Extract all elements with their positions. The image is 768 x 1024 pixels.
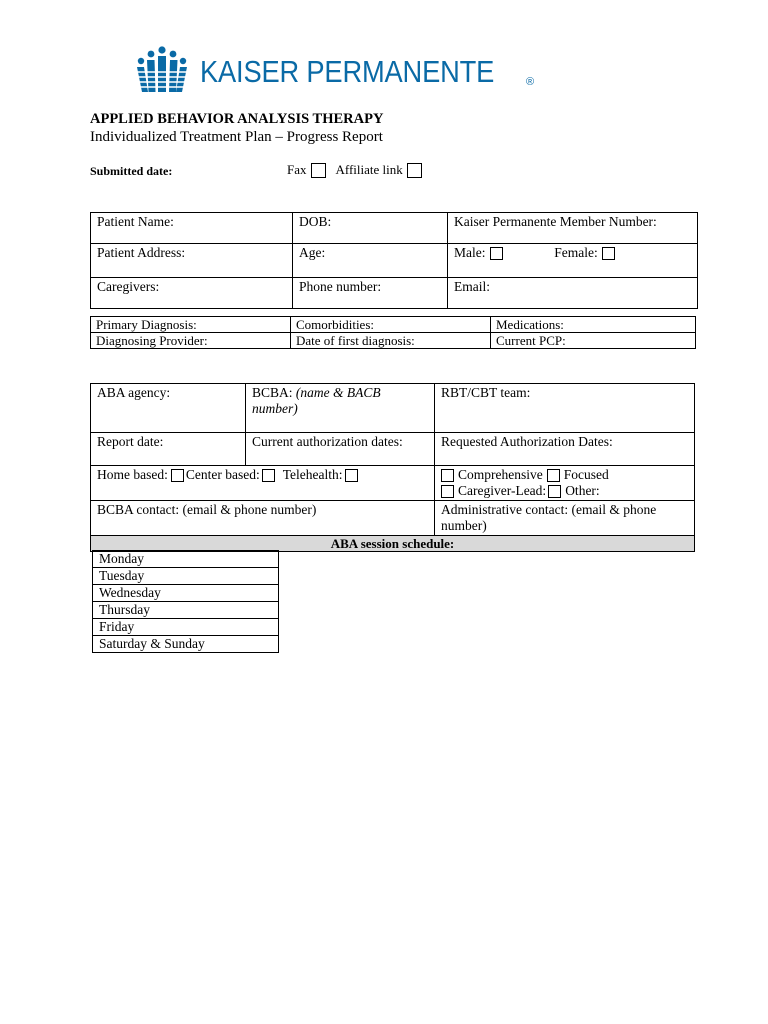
comprehensive-label: Comprehensive xyxy=(458,467,543,482)
schedule-header: ABA session schedule: xyxy=(91,536,695,552)
schedule-day-weekend[interactable]: Saturday & Sunday xyxy=(93,636,279,653)
service-location-field xyxy=(91,466,435,501)
female-checkbox[interactable] xyxy=(602,247,615,260)
bcba-field[interactable] xyxy=(246,384,435,433)
kaiser-permanente-logo xyxy=(134,46,544,96)
dob-field[interactable]: DOB: xyxy=(293,213,448,244)
patient-info-table xyxy=(90,212,698,309)
submission-method xyxy=(287,162,432,178)
current-authorization-field[interactable]: Current authorization dates: xyxy=(246,433,435,466)
home-based-checkbox[interactable] xyxy=(171,469,184,482)
male-checkbox[interactable] xyxy=(490,247,503,260)
report-date-field[interactable]: Report date: xyxy=(91,433,246,466)
requested-authorization-field[interactable]: Requested Authorization Dates: xyxy=(435,433,695,466)
table-row xyxy=(91,213,698,244)
table-row xyxy=(93,619,279,636)
schedule-day-friday[interactable]: Friday xyxy=(93,619,279,636)
schedule-table xyxy=(92,550,279,653)
diagnosis-table xyxy=(90,316,696,349)
schedule-day-thursday[interactable]: Thursday xyxy=(93,602,279,619)
email-field[interactable]: Email: xyxy=(448,278,698,309)
table-row xyxy=(93,602,279,619)
program-type-field xyxy=(435,466,695,501)
male-label: Male: xyxy=(454,245,486,260)
medications-field[interactable]: Medications: xyxy=(491,317,696,333)
schedule-day-monday[interactable]: Monday xyxy=(93,551,279,568)
agency-table xyxy=(90,383,695,552)
table-row xyxy=(91,501,695,536)
table-row xyxy=(91,317,696,333)
focused-checkbox[interactable] xyxy=(547,469,560,482)
bcba-contact-field[interactable]: BCBA contact: (email & phone number) xyxy=(91,501,435,536)
home-based-label: Home based: xyxy=(97,467,168,482)
center-based-checkbox[interactable] xyxy=(262,469,275,482)
comprehensive-checkbox[interactable] xyxy=(441,469,454,482)
schedule-day-tuesday[interactable]: Tuesday xyxy=(93,568,279,585)
caregiver-lead-label: Caregiver-Lead: xyxy=(458,483,547,498)
bcba-label: BCBA: xyxy=(252,385,293,400)
table-row xyxy=(91,466,695,501)
patient-address-field[interactable]: Patient Address: xyxy=(91,244,293,278)
schedule-day-wednesday[interactable]: Wednesday xyxy=(93,585,279,602)
form-subtitle: Individualized Treatment Plan – Progress Report xyxy=(90,129,383,145)
comorbidities-field[interactable]: Comorbidities: xyxy=(291,317,491,333)
registered-mark: ® xyxy=(526,76,535,88)
table-row xyxy=(93,585,279,602)
form-title: APPLIED BEHAVIOR ANALYSIS THERAPY xyxy=(90,111,384,127)
logo-wordmark: KAISER PERMANENTE xyxy=(200,54,495,89)
telehealth-label: Telehealth: xyxy=(282,467,343,482)
center-based-label: Center based: xyxy=(185,467,260,482)
aba-agency-field[interactable]: ABA agency: xyxy=(91,384,246,433)
table-row xyxy=(91,278,698,309)
table-row xyxy=(93,636,279,653)
first-diagnosis-date-field[interactable]: Date of first diagnosis: xyxy=(291,333,491,349)
other-label: Other: xyxy=(565,483,600,498)
caregiver-lead-checkbox[interactable] xyxy=(441,485,454,498)
table-row xyxy=(91,384,695,433)
table-row xyxy=(91,333,696,349)
administrative-contact-field[interactable]: Administrative contact: (email & phone number) xyxy=(435,501,695,536)
kaiser-figures-icon xyxy=(134,46,190,96)
age-field[interactable]: Age: xyxy=(293,244,448,278)
diagnosing-provider-field[interactable]: Diagnosing Provider: xyxy=(91,333,291,349)
submitted-date-label: Submitted date: xyxy=(90,164,173,178)
table-row xyxy=(93,551,279,568)
focused-label: Focused xyxy=(563,467,609,482)
table-row xyxy=(93,568,279,585)
member-number-field[interactable]: Kaiser Permanente Member Number: xyxy=(448,213,698,244)
female-label: Female: xyxy=(554,245,598,260)
current-pcp-field[interactable]: Current PCP: xyxy=(491,333,696,349)
table-row xyxy=(91,433,695,466)
rbt-team-field[interactable]: RBT/CBT team: xyxy=(435,384,695,433)
primary-diagnosis-field[interactable]: Primary Diagnosis: xyxy=(91,317,291,333)
fax-checkbox[interactable] xyxy=(311,163,326,178)
bcba-note: (name & BACB number) xyxy=(252,385,381,416)
patient-name-field[interactable]: Patient Name: xyxy=(91,213,293,244)
fax-label: Fax xyxy=(287,162,307,177)
telehealth-checkbox[interactable] xyxy=(345,469,358,482)
other-checkbox[interactable] xyxy=(548,485,561,498)
phone-number-field[interactable]: Phone number: xyxy=(293,278,448,309)
affiliate-link-checkbox[interactable] xyxy=(407,163,422,178)
caregivers-field[interactable]: Caregivers: xyxy=(91,278,293,309)
table-row xyxy=(91,244,698,278)
gender-field xyxy=(448,244,698,278)
affiliate-link-label: Affiliate link xyxy=(335,162,403,177)
